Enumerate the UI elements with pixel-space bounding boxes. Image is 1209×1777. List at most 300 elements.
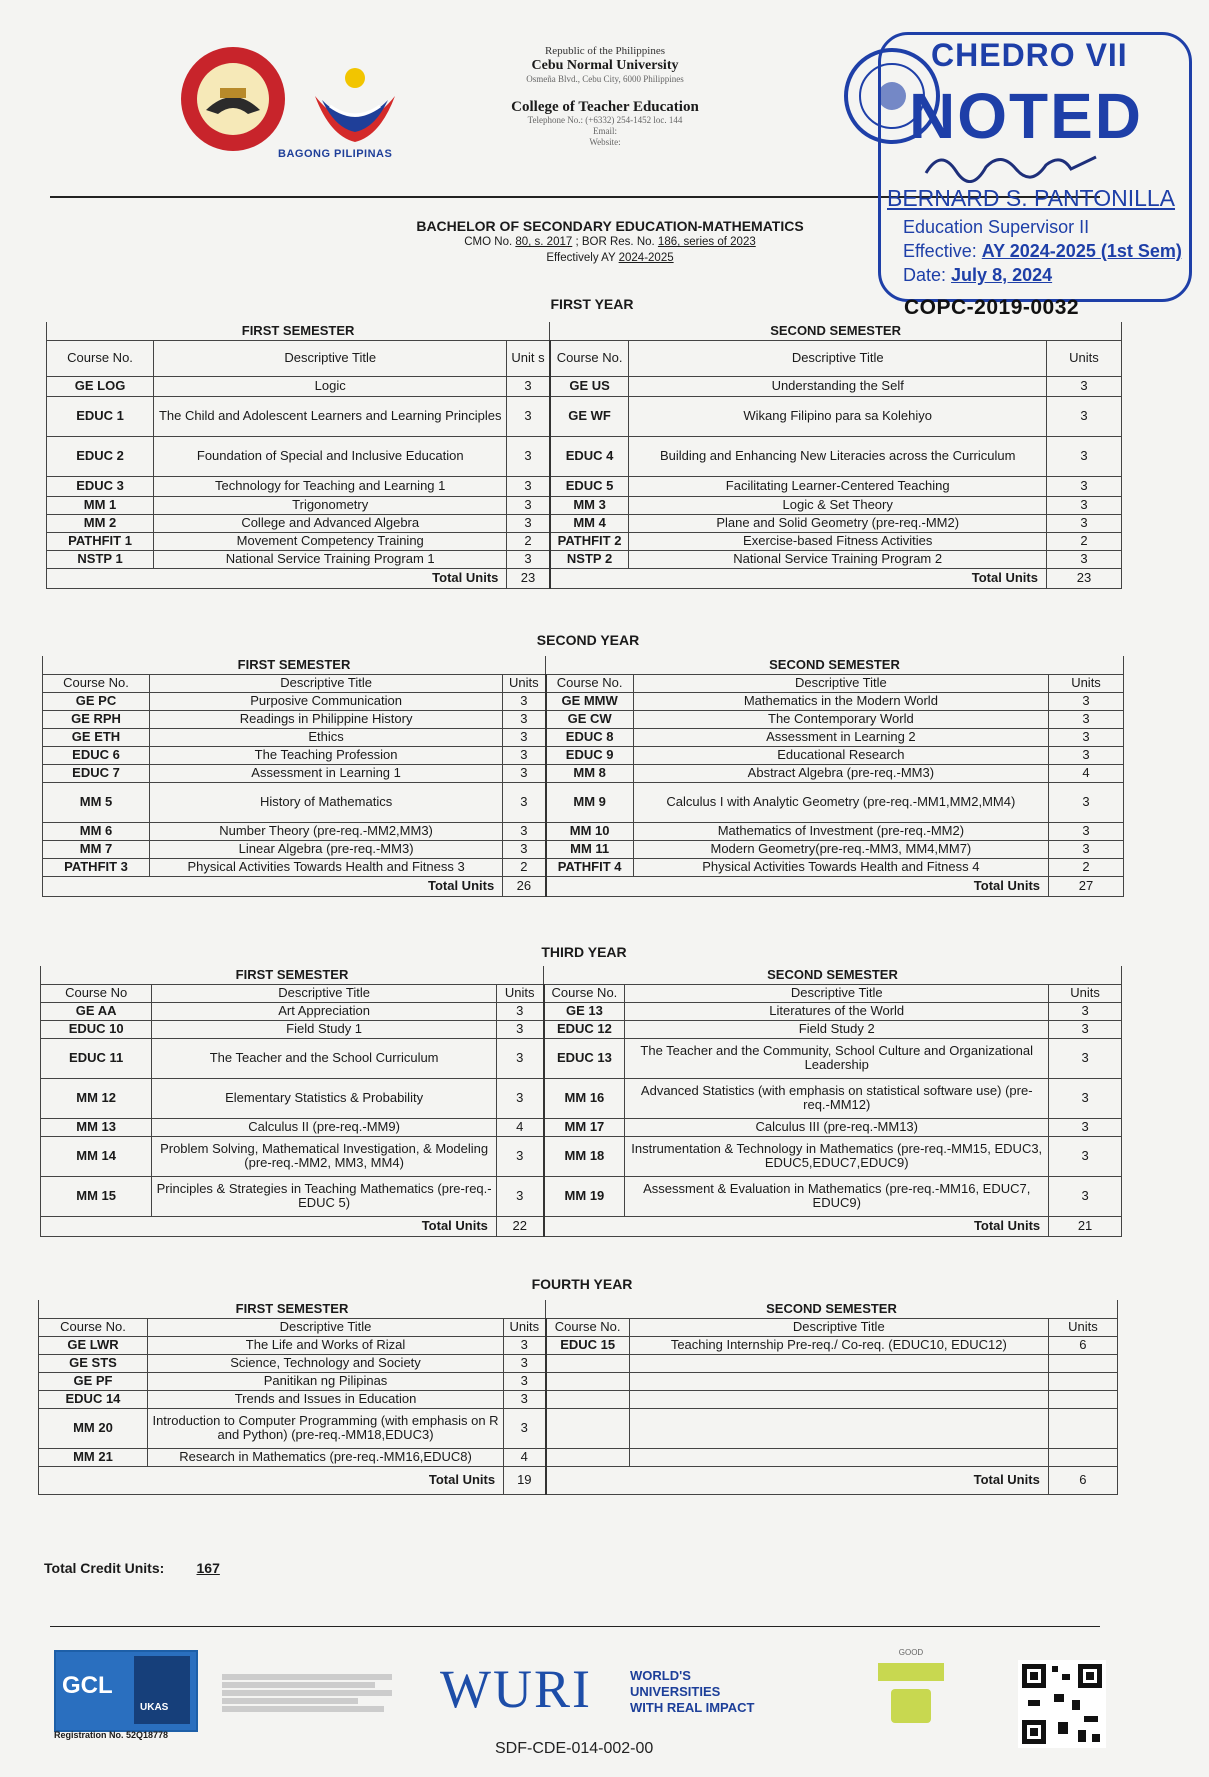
footer-divider: [50, 1626, 1100, 1627]
course-units: 2: [503, 858, 546, 876]
course-code: EDUC 8: [546, 728, 634, 746]
course-code: MM 13: [41, 1118, 152, 1136]
course-title: Principles & Strategies in Teaching Mathematics (pre-req.-EDUC 5): [152, 1176, 497, 1216]
course-code: GE AA: [41, 1002, 152, 1020]
stamp-date: [903, 265, 1052, 286]
total-units-first-sem: 26: [503, 876, 546, 896]
gcl-text: GCL: [62, 1672, 113, 1699]
course-code: EDUC 15: [546, 1336, 630, 1354]
second-semester-header: SECOND SEMESTER: [550, 322, 1122, 340]
table-row: [39, 1372, 1118, 1390]
course-units: 3: [1046, 396, 1121, 436]
course-code: GE PF: [39, 1372, 148, 1390]
course-units: 4: [496, 1118, 543, 1136]
table-row: [41, 1136, 1122, 1176]
course-code: PATHFIT 1: [47, 532, 154, 550]
course-no-header: Course No.: [550, 340, 629, 376]
course-title: Number Theory (pre-req.-MM2,MM3): [150, 822, 503, 840]
course-title: National Service Training Program 2: [629, 550, 1047, 568]
wuri-line-3: WITH REAL IMPACT: [630, 1700, 755, 1715]
course-units: 3: [496, 1038, 543, 1078]
stamp-effective-value: AY 2024-2025 (1st Sem): [981, 241, 1182, 261]
wuri-line-1: WORLD'S: [630, 1668, 691, 1683]
total-units-first-sem: 19: [504, 1466, 546, 1494]
course-units: 3: [504, 1354, 546, 1372]
table-row: [41, 1002, 1122, 1020]
course-code: EDUC 10: [41, 1020, 152, 1038]
course-units: 4: [504, 1448, 546, 1466]
course-title: Purposive Communication: [150, 692, 503, 710]
table-row: [47, 532, 1122, 550]
course-title: The Life and Works of Rizal: [147, 1336, 503, 1354]
telephone-line: Telephone No.: (+6332) 254-1452 loc. 144: [527, 115, 683, 125]
empty-cell: [546, 1372, 630, 1390]
course-code: NSTP 2: [550, 550, 629, 568]
university-address: Osmeña Blvd., Cebu City, 6000 Philippines: [526, 74, 684, 84]
course-units: 3: [1049, 728, 1124, 746]
year-title-4: FOURTH YEAR: [531, 1276, 633, 1292]
course-code: EDUC 1: [47, 396, 154, 436]
college-name: College of Teacher Education: [511, 99, 699, 115]
cmo-value: 80, s. 2017: [515, 236, 573, 248]
course-units: 3: [1049, 1038, 1122, 1078]
course-title: Abstract Algebra (pre-req.-MM3): [633, 764, 1048, 782]
course-title: Trends and Issues in Education: [147, 1390, 503, 1408]
course-code: EDUC 5: [550, 476, 629, 496]
course-title: Calculus II (pre-req.-MM9): [152, 1118, 497, 1136]
course-title: Science, Technology and Society: [147, 1354, 503, 1372]
table-row: [41, 1176, 1122, 1216]
course-code: GE MMW: [546, 692, 634, 710]
course-code: EDUC 9: [546, 746, 634, 764]
total-units-label: Total Units: [47, 568, 507, 588]
stamp-effective-label: Effective:: [903, 241, 977, 261]
course-title: Readings in Philippine History: [150, 710, 503, 728]
course-code: MM 10: [546, 822, 634, 840]
course-units: 3: [1049, 1118, 1122, 1136]
empty-cell: [1048, 1448, 1117, 1466]
course-title: The Teacher and the Community, School Culture and Organizational Leadership: [625, 1038, 1049, 1078]
course-no-header: Course No.: [43, 674, 150, 692]
bagong-pilipinas-text: BAGONG PILIPINAS: [278, 148, 393, 160]
course-units: 4: [1049, 764, 1124, 782]
effective-value: 2024-2025: [618, 252, 674, 264]
table-row: [47, 550, 1122, 568]
table-row: [41, 1078, 1122, 1118]
course-units: 3: [507, 476, 550, 496]
empty-cell: [546, 1354, 630, 1372]
course-title: Mathematics of Investment (pre-req.-MM2): [633, 822, 1048, 840]
course-units: 6: [1048, 1336, 1117, 1354]
course-code: MM 2: [47, 514, 154, 532]
total-units-first-sem: 23: [507, 568, 550, 588]
total-units-second-sem: 6: [1048, 1466, 1117, 1494]
course-no-header: Course No.: [546, 1318, 630, 1336]
course-title: Problem Solving, Mathematical Investigation, & Modeling (pre-req.-MM2, MM3, MM4): [152, 1136, 497, 1176]
empty-cell: [1048, 1372, 1117, 1390]
qr-code-icon: [1018, 1660, 1106, 1748]
course-units: 2: [1046, 532, 1121, 550]
course-title: Linear Algebra (pre-req.-MM3): [150, 840, 503, 858]
first-semester-header: FIRST SEMESTER: [43, 656, 546, 674]
course-title: Wikang Filipino para sa Kolehiyo: [629, 396, 1047, 436]
descriptive-title-header: Descriptive Title: [150, 674, 503, 692]
letterhead: [440, 44, 770, 148]
wuri-tagline: [630, 1668, 754, 1716]
course-title: Physical Activities Towards Health and Fitness 3: [150, 858, 503, 876]
course-units: 3: [496, 1176, 543, 1216]
effective-line: [330, 250, 890, 266]
course-code: EDUC 6: [43, 746, 150, 764]
course-code: MM 5: [43, 782, 150, 822]
course-units: 3: [1049, 692, 1124, 710]
course-code: MM 15: [41, 1176, 152, 1216]
table-row: [41, 1118, 1122, 1136]
course-title: Panitikan ng Pilipinas: [147, 1372, 503, 1390]
table-row: [47, 396, 1122, 436]
course-title: History of Mathematics: [150, 782, 503, 822]
course-code: MM 17: [544, 1118, 625, 1136]
table-row: [43, 782, 1124, 822]
total-units-first-sem: 22: [496, 1216, 543, 1236]
course-code: EDUC 4: [550, 436, 629, 476]
course-units: 3: [1049, 1136, 1122, 1176]
course-units: 3: [503, 782, 546, 822]
stamp-date-value: July 8, 2024: [951, 265, 1053, 285]
course-code: GE US: [550, 376, 629, 396]
year-title-2: SECOND YEAR: [536, 632, 640, 648]
second-semester-header: SECOND SEMESTER: [546, 1300, 1118, 1318]
certification-fine-print: [222, 1672, 392, 1714]
total-units-second-sem: 27: [1049, 876, 1124, 896]
total-units-label: Total Units: [43, 876, 503, 896]
program-title: BACHELOR OF SECONDARY EDUCATION-MATHEMATICS: [416, 218, 804, 234]
units-header: Units: [1046, 340, 1121, 376]
document-code: SDF-CDE-014-002-00: [495, 1740, 654, 1757]
empty-cell: [1048, 1354, 1117, 1372]
empty-cell: [629, 1390, 1048, 1408]
curriculum-table-year-2: [42, 656, 1124, 897]
course-units: 3: [504, 1336, 546, 1354]
course-title: Understanding the Self: [629, 376, 1047, 396]
course-code: MM 11: [546, 840, 634, 858]
course-code: MM 8: [546, 764, 634, 782]
course-units: 3: [507, 514, 550, 532]
course-code: PATHFIT 4: [546, 858, 634, 876]
units-header: Units: [503, 674, 546, 692]
course-title: Technology for Teaching and Learning 1: [154, 476, 507, 496]
course-units: 3: [507, 550, 550, 568]
table-row: [41, 1038, 1122, 1078]
curriculum-table-year-4: [38, 1300, 1118, 1495]
course-title: Facilitating Learner-Centered Teaching: [629, 476, 1047, 496]
course-code: GE STS: [39, 1354, 148, 1372]
course-title: Assessment in Learning 1: [150, 764, 503, 782]
table-row: [39, 1448, 1118, 1466]
course-title: Modern Geometry(pre-req.-MM3, MM4,MM7): [633, 840, 1048, 858]
course-units: 3: [504, 1390, 546, 1408]
course-units: 3: [1049, 1020, 1122, 1038]
course-title: Advanced Statistics (with emphasis on statistical software use) (pre-req.-MM12): [625, 1078, 1049, 1118]
course-units: 3: [1049, 840, 1124, 858]
course-units: 3: [1046, 550, 1121, 568]
course-title: Logic & Set Theory: [629, 496, 1047, 514]
course-no-header: Course No.: [39, 1318, 148, 1336]
course-code: GE LWR: [39, 1336, 148, 1354]
course-title: Assessment in Learning 2: [633, 728, 1048, 746]
course-units: 3: [1046, 496, 1121, 514]
course-code: MM 14: [41, 1136, 152, 1176]
course-title: Building and Enhancing New Literacies across the Curriculum: [629, 436, 1047, 476]
course-units: 3: [507, 436, 550, 476]
descriptive-title-header: Descriptive Title: [629, 340, 1047, 376]
course-units: 3: [503, 710, 546, 728]
university-name: Cebu Normal University: [531, 58, 679, 73]
empty-cell: [629, 1372, 1048, 1390]
units-header: Units: [504, 1318, 546, 1336]
course-code: NSTP 1: [47, 550, 154, 568]
second-semester-header: SECOND SEMESTER: [546, 656, 1124, 674]
course-code: EDUC 11: [41, 1038, 152, 1078]
republic-line: Republic of the Philippines: [544, 45, 666, 57]
curriculum-table-year-1: [46, 322, 1122, 589]
table-row: [47, 376, 1122, 396]
empty-cell: [629, 1408, 1048, 1448]
good-rating-logo: [876, 1648, 946, 1738]
total-units-label: Total Units: [546, 1466, 1049, 1494]
course-title: Ethics: [150, 728, 503, 746]
empty-cell: [1048, 1390, 1117, 1408]
table-row: [43, 746, 1124, 764]
course-title: Movement Competency Training: [154, 532, 507, 550]
course-units: 2: [507, 532, 550, 550]
course-units: 3: [503, 822, 546, 840]
first-semester-header: FIRST SEMESTER: [47, 322, 550, 340]
course-title: College and Advanced Algebra: [154, 514, 507, 532]
course-code: GE 13: [544, 1002, 625, 1020]
course-no-header: Course No.: [546, 674, 634, 692]
course-title: Foundation of Special and Inclusive Education: [154, 436, 507, 476]
table-row: [43, 710, 1124, 728]
course-code: MM 3: [550, 496, 629, 514]
course-code: EDUC 3: [47, 476, 154, 496]
course-code: MM 16: [544, 1078, 625, 1118]
course-title: Physical Activities Towards Health and Fitness 4: [633, 858, 1048, 876]
stamp-noted: NOTED: [909, 80, 1143, 152]
course-title: Introduction to Computer Programming (with emphasis on R and Python) (pre-req.-MM18,EDUC3): [147, 1408, 503, 1448]
course-no-header: Course No: [41, 984, 152, 1002]
course-units: 3: [503, 840, 546, 858]
total-credit-units: [44, 1560, 248, 1576]
course-units: 3: [503, 746, 546, 764]
course-title: Teaching Internship Pre-req./ Co-req. (EDUC10, EDUC12): [629, 1336, 1048, 1354]
course-code: GE ETH: [43, 728, 150, 746]
total-units-label: Total Units: [550, 568, 1047, 588]
table-row: [41, 1020, 1122, 1038]
course-code: GE RPH: [43, 710, 150, 728]
course-units: 3: [1049, 822, 1124, 840]
table-row: [39, 1390, 1118, 1408]
wuri-line-2: UNIVERSITIES: [630, 1684, 721, 1699]
table-row: [47, 514, 1122, 532]
course-title: Calculus I with Analytic Geometry (pre-req.-MM1,MM2,MM4): [633, 782, 1048, 822]
table-row: [43, 840, 1124, 858]
course-units: 3: [504, 1408, 546, 1448]
course-code: GE WF: [550, 396, 629, 436]
course-no-header: Course No.: [544, 984, 625, 1002]
ukas-text: UKAS: [140, 1702, 169, 1713]
course-code: PATHFIT 2: [550, 532, 629, 550]
course-no-header: Course No.: [47, 340, 154, 376]
total-credit-value: 167: [196, 1560, 220, 1576]
table-row: [43, 858, 1124, 876]
stamp-signatory-name: BERNARD S. PANTONILLA: [887, 185, 1176, 211]
curriculum-table-year-3: [40, 966, 1122, 1237]
course-units: 3: [1046, 376, 1121, 396]
first-semester-header: FIRST SEMESTER: [41, 966, 544, 984]
course-units: 3: [507, 396, 550, 436]
course-title: Elementary Statistics & Probability: [152, 1078, 497, 1118]
course-title: Instrumentation & Technology in Mathematics (pre-req.-MM15, EDUC3, EDUC5,EDUC7,EDUC9): [625, 1136, 1049, 1176]
descriptive-title-header: Descriptive Title: [625, 984, 1049, 1002]
course-code: MM 6: [43, 822, 150, 840]
table-row: [43, 822, 1124, 840]
units-header: Units: [1049, 674, 1124, 692]
table-row: [47, 476, 1122, 496]
second-semester-header: SECOND SEMESTER: [544, 966, 1122, 984]
course-title: Research in Mathematics (pre-req.-MM16,EDUC8): [147, 1448, 503, 1466]
table-row: [47, 496, 1122, 514]
course-code: MM 9: [546, 782, 634, 822]
registration-number: Registration No. 52Q18778: [54, 1730, 169, 1740]
units-header: Units: [1048, 1318, 1117, 1336]
table-row: [43, 728, 1124, 746]
course-title: Assessment & Evaluation in Mathematics (pre-req.-MM16, EDUC7, EDUC9): [625, 1176, 1049, 1216]
course-units: 3: [503, 692, 546, 710]
stamp-position: Education Supervisor II: [903, 217, 1090, 237]
total-credit-label: Total Credit Units:: [44, 1560, 165, 1576]
course-title: Field Study 1: [152, 1020, 497, 1038]
course-title: Trigonometry: [154, 496, 507, 514]
course-title: Educational Research: [633, 746, 1048, 764]
empty-cell: [1048, 1408, 1117, 1448]
course-title: Plane and Solid Geometry (pre-req.-MM2): [629, 514, 1047, 532]
course-units: 3: [1049, 782, 1124, 822]
descriptive-title-header: Descriptive Title: [629, 1318, 1048, 1336]
website-line: Website:: [589, 137, 621, 147]
bor-value: 186, series of 2023: [657, 236, 756, 248]
course-units: 3: [496, 1136, 543, 1176]
course-code: EDUC 14: [39, 1390, 148, 1408]
descriptive-title-header: Descriptive Title: [154, 340, 507, 376]
signature: [921, 143, 1101, 183]
stamp-title: CHEDRO VII: [931, 37, 1128, 73]
course-title: National Service Training Program 1: [154, 550, 507, 568]
course-code: EDUC 2: [47, 436, 154, 476]
empty-cell: [546, 1408, 630, 1448]
course-code: MM 19: [544, 1176, 625, 1216]
course-code: MM 12: [41, 1078, 152, 1118]
bor-prefix: ; BOR Res. No.: [575, 236, 655, 248]
total-units-label: Total Units: [41, 1216, 497, 1236]
course-code: MM 18: [544, 1136, 625, 1176]
course-title: The Teaching Profession: [150, 746, 503, 764]
cnu-seal-logo: [178, 44, 288, 154]
chedro-noted-stamp: [878, 32, 1192, 302]
copc-number: COPC-2019-0032: [904, 296, 1080, 319]
course-units: 3: [503, 764, 546, 782]
course-title: Art Appreciation: [152, 1002, 497, 1020]
course-title: Literatures of the World: [625, 1002, 1049, 1020]
total-units-label: Total Units: [544, 1216, 1049, 1236]
stamp-effective: [903, 241, 1182, 262]
table-row: [39, 1408, 1118, 1448]
course-title: Calculus III (pre-req.-MM13): [625, 1118, 1049, 1136]
table-row: [43, 692, 1124, 710]
total-units-second-sem: 23: [1046, 568, 1121, 588]
course-title: The Child and Adolescent Learners and Learning Principles: [154, 396, 507, 436]
course-title: The Teacher and the School Curriculum: [152, 1038, 497, 1078]
units-header: Units: [1049, 984, 1122, 1002]
cmo-prefix: CMO No.: [464, 236, 513, 248]
course-units: 2: [1049, 858, 1124, 876]
first-semester-header: FIRST SEMESTER: [39, 1300, 546, 1318]
empty-cell: [546, 1448, 630, 1466]
program-header: [330, 218, 890, 266]
empty-cell: [629, 1354, 1048, 1372]
cmo-line: [330, 234, 890, 250]
course-units: 3: [496, 1078, 543, 1118]
course-title: The Contemporary World: [633, 710, 1048, 728]
course-units: 3: [496, 1020, 543, 1038]
gcl-ukas-certification-logo: [54, 1650, 198, 1732]
course-units: 3: [1049, 1002, 1122, 1020]
course-units: 3: [504, 1372, 546, 1390]
good-text: GOOD: [898, 1648, 924, 1657]
course-units: 3: [1049, 710, 1124, 728]
course-code: GE CW: [546, 710, 634, 728]
table-row: [43, 764, 1124, 782]
table-row: [39, 1336, 1118, 1354]
course-units: 3: [1049, 1176, 1122, 1216]
course-units: 3: [1046, 514, 1121, 532]
descriptive-title-header: Descriptive Title: [633, 674, 1048, 692]
course-units: 3: [507, 496, 550, 514]
empty-cell: [629, 1448, 1048, 1466]
course-units: 3: [1049, 1078, 1122, 1118]
course-units: 3: [496, 1002, 543, 1020]
total-units-second-sem: 21: [1049, 1216, 1122, 1236]
course-code: EDUC 12: [544, 1020, 625, 1038]
course-code: GE LOG: [47, 376, 154, 396]
units-header: Unit s: [507, 340, 550, 376]
total-units-label: Total Units: [546, 876, 1049, 896]
course-code: MM 21: [39, 1448, 148, 1466]
descriptive-title-header: Descriptive Title: [152, 984, 497, 1002]
course-code: EDUC 13: [544, 1038, 625, 1078]
year-title-3: THIRD YEAR: [541, 944, 627, 960]
email-line: Email:: [593, 126, 617, 136]
course-units: 3: [507, 376, 550, 396]
course-units: 3: [1046, 436, 1121, 476]
course-units: 3: [503, 728, 546, 746]
course-title: Logic: [154, 376, 507, 396]
course-code: MM 20: [39, 1408, 148, 1448]
total-units-label: Total Units: [39, 1466, 504, 1494]
year-title-1: FIRST YEAR: [550, 296, 634, 312]
table-row: [39, 1354, 1118, 1372]
course-code: MM 1: [47, 496, 154, 514]
